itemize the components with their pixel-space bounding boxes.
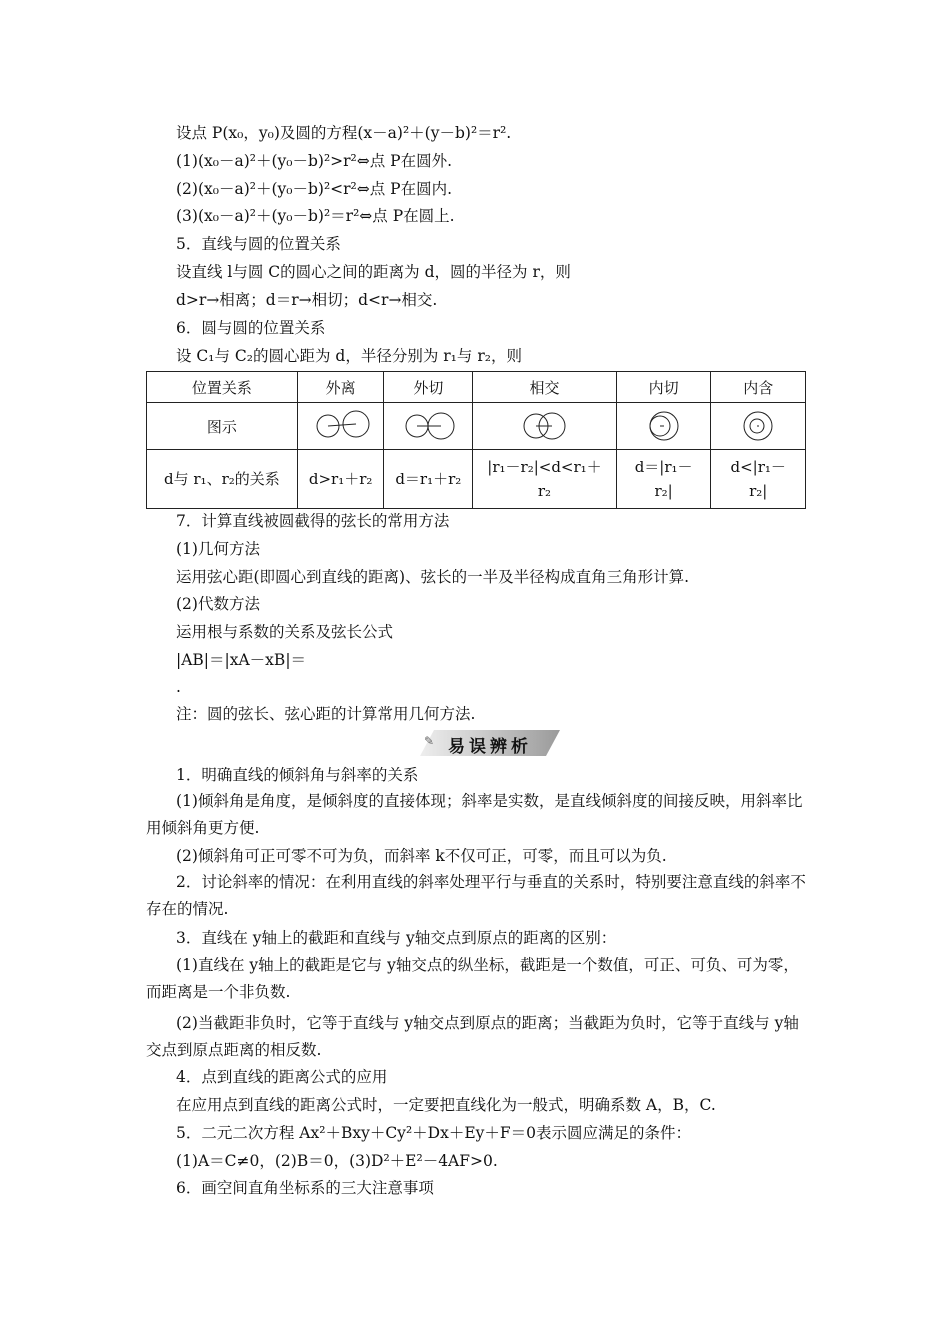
table-header: 位置关系	[147, 372, 298, 403]
error-6-title: 6．画空间直角坐标系的三大注意事项	[176, 1179, 434, 1197]
point-circle-intro: 设点 P(x₀，y₀)及圆的方程(x－a)²＋(y－b)²＝r².	[176, 124, 512, 142]
error-4-title: 4．点到直线的距离公式的应用	[176, 1068, 388, 1086]
section-5-title: 5．直线与圆的位置关系	[176, 235, 341, 253]
method-algebraic-text: 运用根与系数的关系及弦长公式	[176, 623, 394, 641]
diagram-tangent-internal	[616, 403, 711, 450]
table-cell	[711, 450, 806, 509]
diagram-intersect	[473, 403, 617, 450]
section-5-relations: d>r→相离；d＝r→相切；d<r→相交.	[176, 291, 438, 309]
circle-relation-table	[146, 371, 806, 509]
table-header: 外离	[297, 372, 384, 403]
note-text: 注：圆的弦长、弦心距的计算常用几何方法.	[176, 705, 476, 723]
section-banner	[420, 730, 560, 756]
diagram-separate	[297, 403, 384, 450]
error-3-point-1: (1)直线在 y轴上的截距是它与 y轴交点的纵坐标，截距是一个数值，可正、可负、可为零，而距离是一个非负数.	[146, 956, 799, 1001]
table-header: 相交	[473, 372, 617, 403]
error-5-conditions: (1)A＝C≠0，(2)B＝0，(3)D²＋E²－4AF>0.	[176, 1152, 498, 1170]
table-cell	[473, 450, 617, 509]
table-header: 内切	[616, 372, 711, 403]
point-outside-rule: (1)(x₀－a)²＋(y₀－b)²>r²⇔点 P在圆外.	[176, 152, 453, 170]
table-header: 外切	[384, 372, 473, 403]
table-cell-line: |r₁－r₂|<d<r₁＋	[487, 458, 602, 476]
diagram-contain	[711, 403, 806, 450]
pencil-icon: ✎	[424, 734, 435, 748]
table-header: 内含	[711, 372, 806, 403]
table-cell-line: d＝|r₁－	[634, 458, 693, 476]
point-on-rule: (3)(x₀－a)²＋(y₀－b)²＝r²⇔点 P在圆上.	[176, 207, 455, 225]
error-2-text: 2．讨论斜率的情况：在利用直线的斜率处理平行与垂直的关系时，特别要注意直线的斜率不存在的情况.	[146, 873, 806, 918]
diagram-tangent-external	[384, 403, 473, 450]
table-cell: d>r₁＋r₂	[297, 450, 384, 509]
error-4-text: 在应用点到直线的距离公式时，一定要把直线化为一般式，明确系数 A，B，C.	[176, 1096, 716, 1114]
method-geometric-title: (1)几何方法	[176, 540, 260, 558]
error-3-title: 3．直线在 y轴上的截距和直线与 y轴交点到原点的距离的区别：	[176, 929, 617, 947]
table-cell-line: r₂|	[749, 482, 768, 500]
method-algebraic-title: (2)代数方法	[176, 595, 260, 613]
formula-end-dot: .	[176, 678, 181, 696]
table-cell-line: r₂|	[654, 482, 673, 500]
section-title: 易误辨析	[448, 737, 532, 757]
error-1-title: 1．明确直线的倾斜角与斜率的关系	[176, 766, 419, 784]
table-row-label: d与 r₁、r₂的关系	[147, 450, 298, 509]
point-inside-rule: (2)(x₀－a)²＋(y₀－b)²<r²⇔点 P在圆内.	[176, 180, 453, 198]
error-3-point-2: (2)当截距非负时，它等于直线与 y轴交点到原点的距离；当截距为负时，它等于直线与 y轴交点到原点距离的相反数.	[146, 1014, 799, 1059]
error-1-point-2: (2)倾斜角可正可零不可为负，而斜率 k不仅可正，可零，而且可以为负.	[176, 847, 667, 865]
section-7-title: 7．计算直线被圆截得的弦长的常用方法	[176, 512, 450, 530]
chord-length-formula: |AB|＝|xA－xB|＝	[176, 651, 307, 669]
table-cell: d＝r₁＋r₂	[384, 450, 473, 509]
section-6-title: 6．圆与圆的位置关系	[176, 319, 326, 337]
method-geometric-text: 运用弦心距(即圆心到直线的距离)、弦长的一半及半径构成直角三角形计算.	[176, 568, 690, 586]
table-cell-line: d<|r₁－	[730, 458, 786, 476]
section-6-text: 设 C₁与 C₂的圆心距为 d，半径分别为 r₁与 r₂，则	[176, 347, 522, 365]
section-5-text: 设直线 l与圆 C的圆心之间的距离为 d，圆的半径为 r，则	[176, 263, 571, 281]
table-row-label: 图示	[147, 403, 298, 450]
table-cell-line: r₂	[537, 482, 552, 500]
table-cell	[616, 450, 711, 509]
error-1-point-1: (1)倾斜角是角度，是倾斜度的直接体现；斜率是实数，是直线倾斜度的间接反映，用斜率比用倾斜角更方便.	[146, 792, 803, 837]
error-5-title: 5．二元二次方程 Ax²＋Bxy＋Cy²＋Dx＋Ey＋F＝0表示圆应满足的条件：	[176, 1124, 692, 1142]
